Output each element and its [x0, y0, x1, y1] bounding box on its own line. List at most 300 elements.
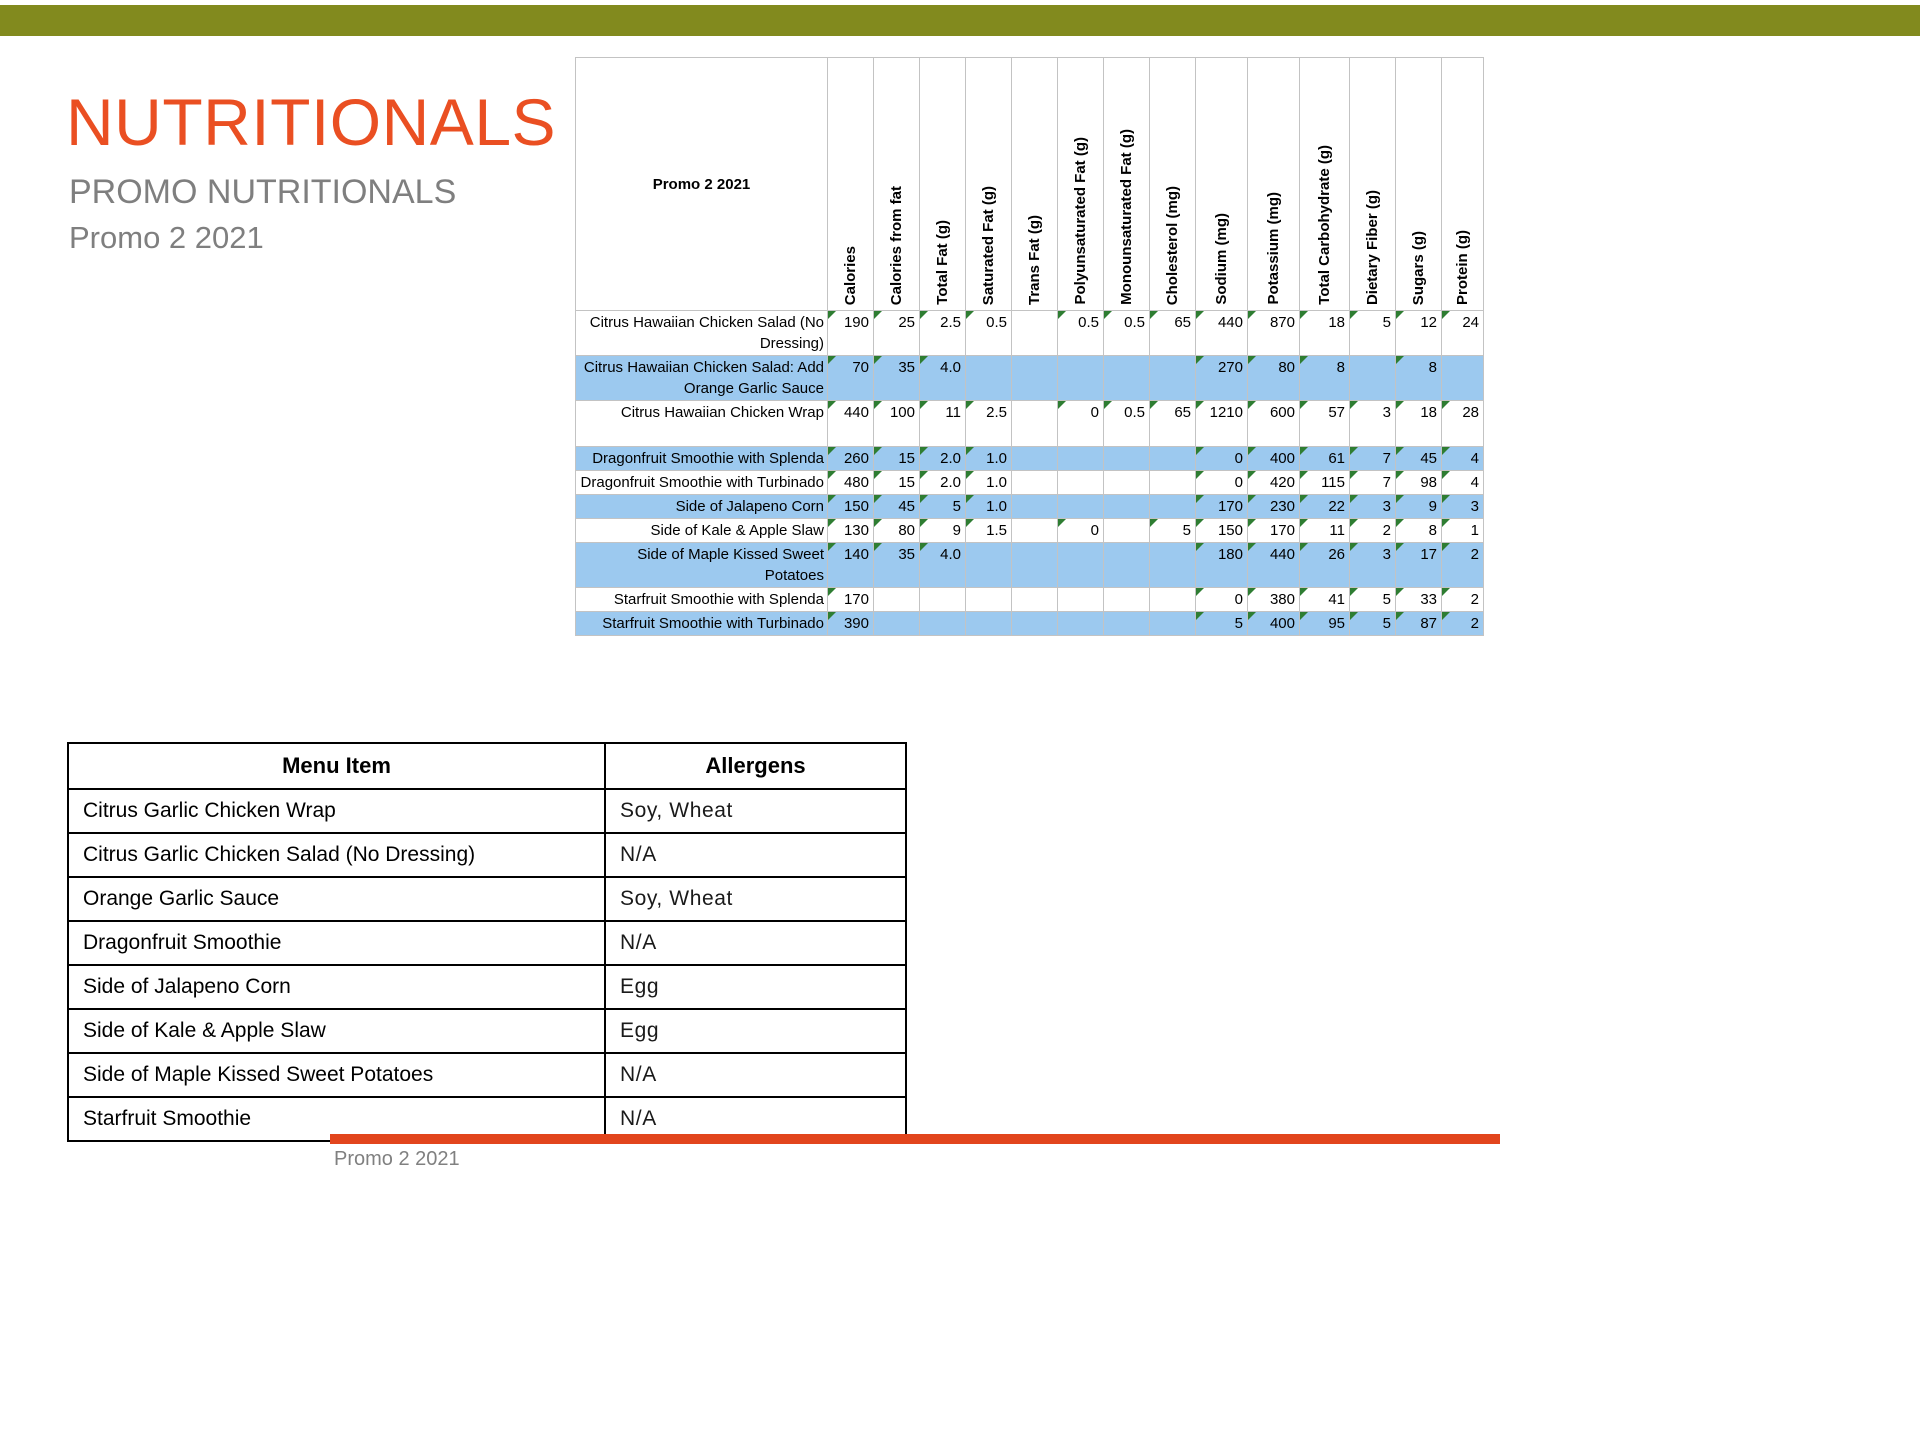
nutrition-table	[575, 57, 1484, 636]
nutrition-value-cell	[966, 588, 1012, 612]
nutrition-value-cell	[1196, 471, 1248, 495]
allergen-value-cell: Egg	[605, 1009, 906, 1053]
cell-flag-icon	[1104, 311, 1112, 319]
cell-flag-icon	[874, 311, 882, 319]
cell-flag-icon	[1350, 588, 1358, 596]
nutrition-value-cell	[1350, 356, 1396, 401]
nutrition-value: 1.0	[986, 498, 1007, 515]
nutrition-value: 0.5	[1124, 314, 1145, 331]
column-header-label: Calories from fat	[888, 185, 905, 305]
cell-flag-icon	[828, 471, 836, 479]
nutrition-value: 130	[843, 522, 869, 539]
nutrition-value-cell	[1300, 495, 1350, 519]
menu-item-name-cell: Citrus Hawaiian Chicken Salad (No Dressing)	[576, 311, 828, 356]
nutrition-value-cell	[1442, 471, 1484, 495]
nutrition-value-cell	[1104, 447, 1150, 471]
menu-item-name-cell: Dragonfruit Smoothie with Turbinado	[576, 471, 828, 495]
nutrition-value-cell	[1442, 311, 1484, 356]
allergen-menu-item-cell: Side of Jalapeno Corn	[68, 965, 605, 1009]
column-header	[1300, 58, 1350, 311]
nutrition-value: 170	[1217, 498, 1243, 515]
nutrition-value: 4	[1470, 474, 1479, 491]
nutrition-value-cell	[966, 447, 1012, 471]
cell-flag-icon	[1442, 401, 1450, 409]
nutrition-value: 480	[843, 474, 869, 491]
nutrition-value-cell	[1058, 543, 1104, 588]
nutrition-value-cell	[1248, 495, 1300, 519]
allergen-header-row	[68, 743, 906, 789]
cell-flag-icon	[966, 519, 974, 527]
nutrition-value: 4.0	[940, 546, 961, 563]
nutrition-value: 3	[1382, 404, 1391, 421]
nutrition-value-cell	[1196, 356, 1248, 401]
nutrition-value: 600	[1269, 404, 1295, 421]
nutrition-value-cell	[1396, 356, 1442, 401]
cell-flag-icon	[1350, 311, 1358, 319]
nutrition-value: 45	[898, 498, 915, 515]
cell-flag-icon	[920, 447, 928, 455]
nutrition-value-cell	[1248, 311, 1300, 356]
allergen-row	[68, 965, 906, 1009]
cell-flag-icon	[874, 495, 882, 503]
column-header-label: Potassium (mg)	[1265, 192, 1282, 305]
nutrition-value: 2	[1470, 591, 1479, 608]
nutrition-row	[576, 519, 1484, 543]
nutrition-value: 2.5	[940, 314, 961, 331]
cell-flag-icon	[1196, 588, 1204, 596]
footer-label: Promo 2 2021	[334, 1148, 460, 1170]
cell-flag-icon	[1150, 311, 1158, 319]
cell-flag-icon	[1058, 519, 1066, 527]
nutrition-value-cell	[1442, 519, 1484, 543]
nutrition-row	[576, 401, 1484, 447]
nutrition-value-cell	[1012, 612, 1058, 636]
nutrition-value-cell	[1012, 588, 1058, 612]
cell-flag-icon	[1248, 471, 1256, 479]
cell-flag-icon	[966, 311, 974, 319]
nutrition-value-cell	[874, 356, 920, 401]
nutrition-value-cell	[1396, 543, 1442, 588]
column-header-label: Sodium (mg)	[1213, 213, 1230, 305]
nutrition-value-cell	[1300, 356, 1350, 401]
cell-flag-icon	[828, 519, 836, 527]
allergen-header-menu-item: Menu Item	[68, 743, 605, 789]
cell-flag-icon	[1300, 356, 1308, 364]
allergen-row	[68, 789, 906, 833]
cell-flag-icon	[1396, 519, 1404, 527]
cell-flag-icon	[1196, 495, 1204, 503]
nutrition-value-cell	[1104, 311, 1150, 356]
nutrition-value: 2	[1470, 615, 1479, 632]
nutrition-value-cell	[1396, 519, 1442, 543]
nutrition-value-cell	[874, 519, 920, 543]
cell-flag-icon	[1300, 519, 1308, 527]
column-header-label: Calories	[842, 245, 859, 305]
nutrition-value-cell	[920, 471, 966, 495]
nutrition-value-cell	[1300, 447, 1350, 471]
nutrition-value: 180	[1217, 546, 1243, 563]
nutrition-value-cell	[1248, 401, 1300, 447]
cell-flag-icon	[1396, 311, 1404, 319]
allergen-menu-item-cell: Orange Garlic Sauce	[68, 877, 605, 921]
nutrition-value-cell	[874, 401, 920, 447]
nutrition-value: 270	[1217, 359, 1243, 376]
nutrition-value-cell	[1150, 311, 1196, 356]
column-header	[1350, 58, 1396, 311]
cell-flag-icon	[874, 543, 882, 551]
nutrition-value-cell	[1150, 519, 1196, 543]
cell-flag-icon	[1300, 401, 1308, 409]
cell-flag-icon	[1196, 519, 1204, 527]
nutrition-value: 0.5	[1078, 314, 1099, 331]
cell-flag-icon	[1196, 401, 1204, 409]
nutrition-value: 5	[1234, 615, 1243, 632]
cell-flag-icon	[920, 519, 928, 527]
cell-flag-icon	[1248, 356, 1256, 364]
cell-flag-icon	[920, 543, 928, 551]
nutrition-row	[576, 495, 1484, 519]
nutrition-value-cell	[828, 519, 874, 543]
nutrition-value-cell	[1104, 495, 1150, 519]
allergen-value-cell: N/A	[605, 921, 906, 965]
cell-flag-icon	[1058, 311, 1066, 319]
nutrition-value-cell	[1300, 588, 1350, 612]
page-subtitle: PROMO NUTRITIONALS	[69, 173, 457, 212]
nutrition-value-cell	[1058, 356, 1104, 401]
table-corner-label: Promo 2 2021	[576, 58, 828, 311]
nutrition-value: 41	[1328, 591, 1345, 608]
nutrition-value: 390	[843, 615, 869, 632]
nutrition-value-cell	[1442, 588, 1484, 612]
nutrition-value: 11	[945, 404, 961, 421]
nutrition-value: 8	[1428, 359, 1437, 376]
page-subtitle-secondary: Promo 2 2021	[69, 220, 264, 256]
nutrition-value-cell	[920, 356, 966, 401]
nutrition-value-cell	[1104, 471, 1150, 495]
cell-flag-icon	[874, 519, 882, 527]
column-header-label: Monounsaturated Fat (g)	[1118, 129, 1135, 305]
nutrition-value-cell	[1058, 612, 1104, 636]
nutrition-value-cell	[1300, 401, 1350, 447]
nutrition-value-cell	[966, 311, 1012, 356]
cell-flag-icon	[874, 356, 882, 364]
nutrition-value-cell	[1396, 612, 1442, 636]
nutrition-value: 95	[1328, 615, 1345, 632]
allergen-menu-item-cell: Side of Maple Kissed Sweet Potatoes	[68, 1053, 605, 1097]
cell-flag-icon	[1196, 356, 1204, 364]
nutrition-value-cell	[1196, 401, 1248, 447]
cell-flag-icon	[1442, 471, 1450, 479]
cell-flag-icon	[1396, 447, 1404, 455]
nutrition-value-cell	[1150, 495, 1196, 519]
cell-flag-icon	[1396, 401, 1404, 409]
nutrition-value-cell	[1350, 495, 1396, 519]
cell-flag-icon	[1196, 447, 1204, 455]
nutrition-value-cell	[1012, 311, 1058, 356]
nutrition-value: 0.5	[986, 314, 1007, 331]
nutrition-value-cell	[966, 401, 1012, 447]
nutrition-value: 35	[898, 546, 915, 563]
cell-flag-icon	[920, 471, 928, 479]
column-header	[1248, 58, 1300, 311]
nutrition-value: 170	[1269, 522, 1295, 539]
nutrition-value: 5	[1382, 615, 1391, 632]
cell-flag-icon	[828, 612, 836, 620]
nutrition-value-cell	[828, 447, 874, 471]
allergen-row	[68, 1053, 906, 1097]
nutrition-value-cell	[966, 519, 1012, 543]
cell-flag-icon	[1248, 311, 1256, 319]
nutrition-value: 150	[1217, 522, 1243, 539]
nutrition-value-cell	[1442, 401, 1484, 447]
nutrition-value-cell	[920, 401, 966, 447]
cell-flag-icon	[1350, 543, 1358, 551]
allergen-menu-item-cell: Dragonfruit Smoothie	[68, 921, 605, 965]
nutrition-value: 17	[1420, 546, 1437, 563]
cell-flag-icon	[1248, 543, 1256, 551]
nutrition-value-cell	[1248, 543, 1300, 588]
cell-flag-icon	[1248, 495, 1256, 503]
cell-flag-icon	[874, 401, 882, 409]
allergen-table-body	[68, 789, 906, 1141]
nutrition-value-cell	[1104, 612, 1150, 636]
top-accent-bar	[0, 5, 1920, 36]
nutrition-value: 8	[1336, 359, 1345, 376]
nutrition-value-cell	[920, 543, 966, 588]
nutrition-value-cell	[920, 447, 966, 471]
nutrition-value-cell	[1350, 401, 1396, 447]
nutrition-value: 870	[1269, 314, 1295, 331]
nutrition-value-cell	[1196, 447, 1248, 471]
nutrition-value: 115	[1321, 474, 1345, 491]
nutrition-value: 260	[843, 450, 869, 467]
nutrition-value-cell	[1300, 471, 1350, 495]
cell-flag-icon	[1350, 447, 1358, 455]
menu-item-name-cell: Starfruit Smoothie with Turbinado	[576, 612, 828, 636]
nutrition-value-cell	[1012, 495, 1058, 519]
nutrition-value: 80	[898, 522, 915, 539]
cell-flag-icon	[1350, 401, 1358, 409]
allergen-menu-item-cell: Citrus Garlic Chicken Wrap	[68, 789, 605, 833]
cell-flag-icon	[920, 356, 928, 364]
nutrition-value-cell	[1300, 519, 1350, 543]
allergen-row	[68, 921, 906, 965]
cell-flag-icon	[966, 401, 974, 409]
nutrition-value-cell	[966, 356, 1012, 401]
nutrition-value-cell	[828, 471, 874, 495]
nutrition-value-cell	[1150, 356, 1196, 401]
nutrition-value-cell	[1196, 543, 1248, 588]
nutrition-value: 65	[1174, 404, 1191, 421]
nutrition-value-cell	[1196, 311, 1248, 356]
cell-flag-icon	[1196, 471, 1204, 479]
nutrition-value-cell	[1058, 311, 1104, 356]
nutrition-value-cell	[1396, 495, 1442, 519]
cell-flag-icon	[966, 447, 974, 455]
cell-flag-icon	[828, 356, 836, 364]
cell-flag-icon	[1396, 471, 1404, 479]
column-header	[828, 58, 874, 311]
nutrition-value: 440	[1269, 546, 1295, 563]
column-header	[1150, 58, 1196, 311]
column-header-label: Total Fat (g)	[934, 220, 951, 305]
nutrition-value-cell	[920, 519, 966, 543]
cell-flag-icon	[1442, 543, 1450, 551]
nutrition-value-cell	[966, 471, 1012, 495]
nutrition-value-cell	[920, 495, 966, 519]
cell-flag-icon	[828, 311, 836, 319]
column-header-label: Sugars (g)	[1410, 230, 1427, 305]
nutrition-value-cell	[1442, 612, 1484, 636]
nutrition-value: 22	[1328, 498, 1345, 515]
nutrition-value: 45	[1420, 450, 1437, 467]
nutrition-value-cell	[1442, 356, 1484, 401]
nutrition-row	[576, 471, 1484, 495]
nutrition-value-cell	[828, 495, 874, 519]
nutrition-value: 1210	[1209, 404, 1243, 421]
nutrition-value: 1.0	[986, 450, 1007, 467]
nutrition-value-cell	[1350, 588, 1396, 612]
cell-flag-icon	[1150, 519, 1158, 527]
nutrition-value-cell	[1058, 495, 1104, 519]
nutrition-value: 5	[1382, 314, 1391, 331]
nutrition-value-cell	[966, 543, 1012, 588]
cell-flag-icon	[1300, 471, 1308, 479]
cell-flag-icon	[1196, 543, 1204, 551]
nutrition-value-cell	[1196, 495, 1248, 519]
allergen-table	[67, 742, 907, 1142]
page-title: NUTRITIONALS	[66, 85, 557, 159]
cell-flag-icon	[828, 447, 836, 455]
nutrition-value: 9	[952, 522, 961, 539]
column-header	[1442, 58, 1484, 311]
allergen-value-cell: N/A	[605, 1053, 906, 1097]
nutrition-value: 28	[1462, 404, 1479, 421]
nutrition-row	[576, 612, 1484, 636]
nutrition-value: 8	[1428, 522, 1437, 539]
nutrition-value-cell	[1150, 401, 1196, 447]
nutrition-value-cell	[1104, 401, 1150, 447]
nutrition-value: 380	[1269, 591, 1295, 608]
nutrition-value: 3	[1382, 498, 1391, 515]
allergen-value-cell: Soy, Wheat	[605, 789, 906, 833]
nutrition-value: 26	[1328, 546, 1345, 563]
nutrition-value-cell	[920, 311, 966, 356]
nutrition-value: 1.5	[986, 522, 1007, 539]
nutrition-value: 4.0	[940, 359, 961, 376]
nutrition-value-cell	[1150, 447, 1196, 471]
nutrition-value: 230	[1269, 498, 1295, 515]
nutrition-value: 87	[1420, 615, 1437, 632]
menu-item-name-cell: Side of Kale & Apple Slaw	[576, 519, 828, 543]
column-header	[1396, 58, 1442, 311]
cell-flag-icon	[920, 401, 928, 409]
nutrition-value: 80	[1278, 359, 1295, 376]
nutrition-value-cell	[828, 612, 874, 636]
cell-flag-icon	[1396, 495, 1404, 503]
nutrition-value-cell	[828, 311, 874, 356]
nutrition-value: 440	[843, 404, 869, 421]
nutrition-value: 0	[1090, 522, 1099, 539]
nutrition-value: 11	[1329, 522, 1345, 539]
nutrition-row	[576, 447, 1484, 471]
nutrition-value-cell	[828, 356, 874, 401]
allergen-menu-item-cell: Side of Kale & Apple Slaw	[68, 1009, 605, 1053]
nutrition-value: 65	[1174, 314, 1191, 331]
cell-flag-icon	[1300, 543, 1308, 551]
nutrition-value-cell	[1248, 612, 1300, 636]
cell-flag-icon	[1300, 447, 1308, 455]
cell-flag-icon	[1396, 612, 1404, 620]
cell-flag-icon	[1196, 612, 1204, 620]
column-header-label: Trans Fat (g)	[1026, 214, 1043, 305]
nutrition-value: 5	[1182, 522, 1191, 539]
menu-item-name-cell: Citrus Hawaiian Chicken Wrap	[576, 401, 828, 447]
nutrition-value-cell	[1058, 447, 1104, 471]
nutrition-value: 140	[843, 546, 869, 563]
cell-flag-icon	[1396, 543, 1404, 551]
cell-flag-icon	[1248, 519, 1256, 527]
nutrition-value: 2	[1382, 522, 1391, 539]
nutrition-value-cell	[1300, 612, 1350, 636]
allergen-value-cell: N/A	[605, 833, 906, 877]
nutrition-value-cell	[1150, 471, 1196, 495]
nutrition-value: 5	[952, 498, 961, 515]
nutrition-value-cell	[1058, 588, 1104, 612]
nutrition-value-cell	[1396, 447, 1442, 471]
nutrition-value-cell	[966, 495, 1012, 519]
nutrition-value: 35	[898, 359, 915, 376]
cell-flag-icon	[828, 588, 836, 596]
nutrition-value-cell	[1012, 519, 1058, 543]
nutrition-value: 170	[843, 591, 869, 608]
cell-flag-icon	[1442, 588, 1450, 596]
column-header-label: Polyunsaturated Fat (g)	[1072, 137, 1089, 305]
nutrition-value: 190	[843, 314, 869, 331]
nutrition-value: 7	[1382, 474, 1391, 491]
allergen-row	[68, 833, 906, 877]
nutrition-value: 2.0	[940, 450, 961, 467]
nutrition-header-row	[576, 58, 1484, 311]
cell-flag-icon	[874, 471, 882, 479]
menu-item-name-cell: Dragonfruit Smoothie with Splenda	[576, 447, 828, 471]
nutrition-value: 70	[852, 359, 869, 376]
nutrition-value: 12	[1420, 314, 1437, 331]
allergen-value-cell: Egg	[605, 965, 906, 1009]
nutrition-value-cell	[828, 588, 874, 612]
column-header	[1196, 58, 1248, 311]
cell-flag-icon	[1104, 401, 1112, 409]
nutrition-value: 33	[1420, 591, 1437, 608]
nutrition-value-cell	[920, 612, 966, 636]
cell-flag-icon	[1248, 612, 1256, 620]
nutrition-value-cell	[1104, 356, 1150, 401]
cell-flag-icon	[1396, 588, 1404, 596]
nutrition-value: 2.0	[940, 474, 961, 491]
nutrition-value-cell	[1104, 543, 1150, 588]
cell-flag-icon	[1442, 519, 1450, 527]
allergen-value-cell: N/A	[605, 1097, 906, 1141]
nutrition-value-cell	[1058, 519, 1104, 543]
allergen-row	[68, 1009, 906, 1053]
nutrition-value-cell	[1012, 543, 1058, 588]
cell-flag-icon	[1442, 447, 1450, 455]
nutrition-value-cell	[1150, 612, 1196, 636]
nutrition-value: 0	[1234, 450, 1243, 467]
column-header	[1012, 58, 1058, 311]
cell-flag-icon	[1350, 519, 1358, 527]
nutrition-value: 15	[898, 474, 915, 491]
